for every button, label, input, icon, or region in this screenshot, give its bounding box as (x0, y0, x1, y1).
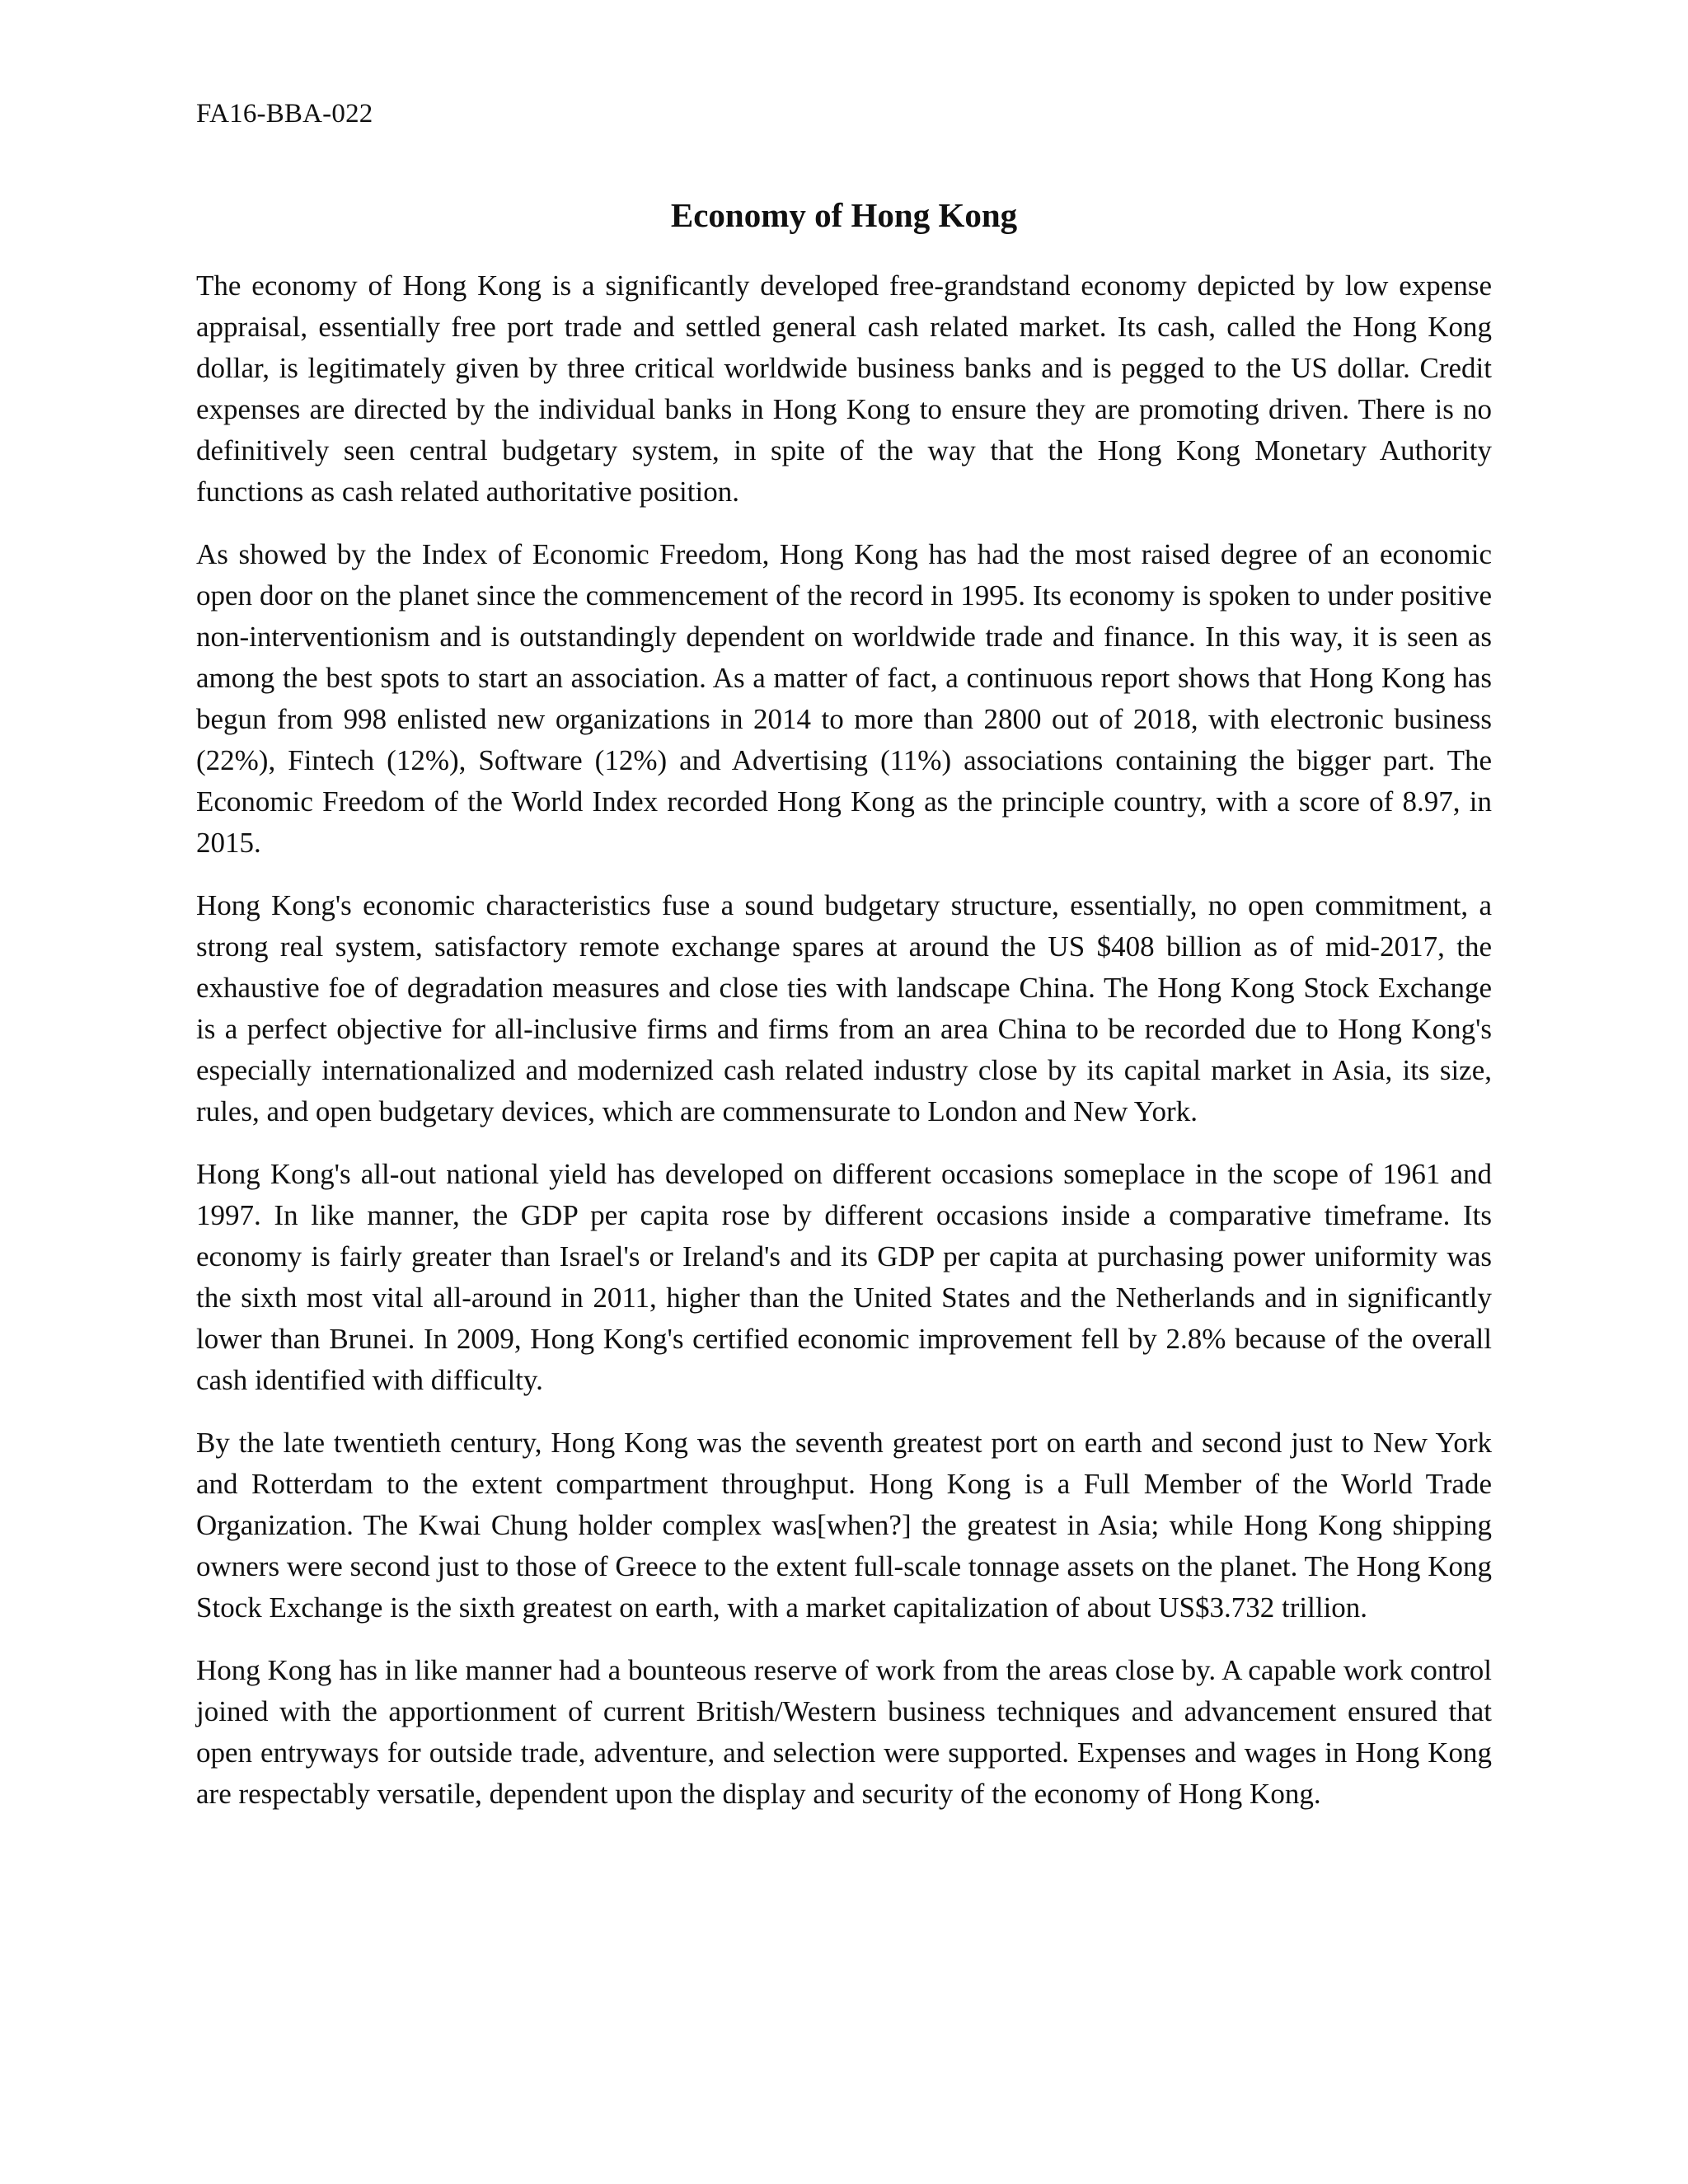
document-identifier: FA16-BBA-022 (196, 99, 373, 129)
document-body (196, 265, 1492, 1836)
paragraph-workforce: Hong Kong has in like manner had a bounteous reserve of work from the areas close by. A capable work control joined with the apportionment of current British/Western business techniques and advancement ensured that open entryways for outside trade, adventure, and selection were supported. Expenses and wages in Hong Kong are respectably versatile, dependent upon the display and security of the economy of Hong Kong. (196, 1654, 1492, 1810)
paragraph-overview: The economy of Hong Kong is a significantly developed free-grandstand economy depicted by low expense appraisal, essentially free port trade and settled general cash related market. Its cash, called the Hong Kong dollar, is legitimately given by three critical worldwide business banks and is pegged to the US dollar. Credit expenses are directed by the individual banks in Hong Kong to ensure they are promoting driven. There is no definitively seen central budgetary system, in spite of the way that the Hong Kong Monetary Authority functions as cash related authoritative position. (196, 269, 1492, 508)
paragraph-characteristics: Hong Kong's economic characteristics fuse a sound budgetary structure, essentially, no open commitment, a strong real system, satisfactory remote exchange spares at around the US $408 billion as of mid-2017, the exhaustive foe of degradation measures and close ties with landscape China. The Hong Kong Stock Exchange is a perfect objective for all-inclusive firms and firms from an area China to be recorded due to Hong Kong's especially internationalized and modernized cash related industry close by its capital market in Asia, its size, rules, and open budgetary devices, which are commensurate to London and New York. (196, 889, 1492, 1127)
paragraph-economic-freedom: As showed by the Index of Economic Freedom, Hong Kong has had the most raised degree of an economic open door on the planet since the commencement of the record in 1995. Its economy is spoken to under positive non-interventionism and is outstandingly dependent on worldwide trade and finance. In this way, it is seen as among the best spots to start an association. As a matter of fact, a continuous report shows that Hong Kong has begun from 998 enlisted new organizations in 2014 to more than 2800 out of 2018, with electronic business (22%), Fintech (12%), Software (12%) and Advertising (11%) associations containing the bigger part. The Economic Freedom of the World Index recorded Hong Kong as the principle country, with a score of 8.97, in 2015. (196, 538, 1492, 859)
paragraph-growth: Hong Kong's all-out national yield has developed on different occasions someplace in the scope of 1961 and 1997. In like manner, the GDP per capita rose by different occasions inside a comparative timeframe. Its economy is fairly greater than Israel's or Ireland's and its GDP per capita at purchasing power uniformity was the sixth most vital all-around in 2011, higher than the United States and the Netherlands and in significantly lower than Brunei. In 2009, Hong Kong's certified economic improvement fell by 2.8% because of the overall cash identified with difficulty. (196, 1158, 1492, 1396)
paragraph-port-trade: By the late twentieth century, Hong Kong was the seventh greatest port on earth and second just to New York and Rotterdam to the extent compartment throughput. Hong Kong is a Full Member of the World Trade Organization. The Kwai Chung holder complex was[when?] the greatest in Asia; while Hong Kong shipping owners were second just to those of Greece to the extent full-scale tonnage assets on the planet. The Hong Kong Stock Exchange is the sixth greatest on earth, with a market capitalization of about US$3.732 trillion. (196, 1427, 1492, 1624)
document-title: Economy of Hong Kong (670, 196, 1018, 234)
